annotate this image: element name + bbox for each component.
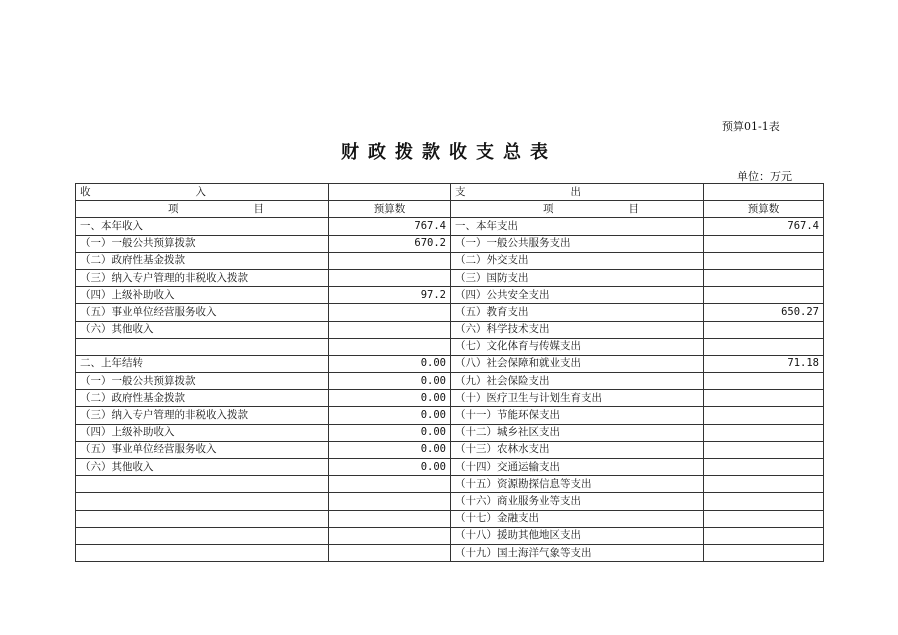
income-item-cell: （一）一般公共预算拨款 bbox=[76, 373, 329, 390]
table-row bbox=[76, 527, 824, 544]
form-number: 预算01-1表 bbox=[722, 120, 780, 133]
expense-item-cell: （十五）资源勘探信息等支出 bbox=[451, 476, 704, 493]
income-group-char-1: 收 bbox=[80, 185, 91, 198]
table-row bbox=[76, 355, 824, 372]
page-title: 财政拨款收支总表 bbox=[341, 142, 557, 163]
income-item-cell: （五）事业单位经营服务收入 bbox=[76, 441, 329, 458]
income-value-cell: 0.00 bbox=[329, 373, 451, 390]
income-value-cell: 0.00 bbox=[329, 407, 451, 424]
expense-value-cell bbox=[704, 321, 824, 338]
income-item-cell: （四）上级补助收入 bbox=[76, 424, 329, 441]
income-item-cell bbox=[76, 527, 329, 544]
income-item-cell bbox=[76, 544, 329, 561]
income-budget-header: 预算数 bbox=[329, 201, 451, 218]
income-item-cell: （一）一般公共预算拨款 bbox=[76, 235, 329, 252]
income-value-cell: 767.4 bbox=[329, 218, 451, 235]
expense-value-cell bbox=[704, 493, 824, 510]
income-group-blank bbox=[329, 184, 451, 201]
income-value-cell bbox=[329, 544, 451, 561]
table-row bbox=[76, 304, 824, 321]
income-value-cell bbox=[329, 321, 451, 338]
table-row bbox=[76, 287, 824, 304]
expense-item-cell: （八）社会保障和就业支出 bbox=[451, 355, 704, 372]
income-item-cell: 一、本年收入 bbox=[76, 218, 329, 235]
income-group-char-2: 入 bbox=[195, 185, 206, 198]
expense-item-cell: （十二）城乡社区支出 bbox=[451, 424, 704, 441]
table-row bbox=[76, 373, 824, 390]
expense-item-cell: （六）科学技术支出 bbox=[451, 321, 704, 338]
expense-value-cell bbox=[704, 269, 824, 286]
table-row bbox=[76, 493, 824, 510]
expense-value-cell bbox=[704, 407, 824, 424]
expense-item-cell: （二）外交支出 bbox=[451, 252, 704, 269]
income-value-cell bbox=[329, 493, 451, 510]
expense-item-cell: （十八）援助其他地区支出 bbox=[451, 527, 704, 544]
unit-label: 单位：万元 bbox=[737, 170, 792, 183]
expense-value-cell bbox=[704, 459, 824, 476]
income-value-cell bbox=[329, 252, 451, 269]
expense-item-header bbox=[451, 201, 704, 218]
income-item-cell: （五）事业单位经营服务收入 bbox=[76, 304, 329, 321]
expense-value-cell bbox=[704, 252, 824, 269]
expense-item-cell: （十九）国土海洋气象等支出 bbox=[451, 544, 704, 561]
income-value-cell: 670.2 bbox=[329, 235, 451, 252]
expense-value-cell bbox=[704, 373, 824, 390]
expense-item-cell: （一）一般公共服务支出 bbox=[451, 235, 704, 252]
table-row bbox=[76, 218, 824, 235]
expense-value-cell bbox=[704, 527, 824, 544]
table-row bbox=[76, 441, 824, 458]
expense-value-cell bbox=[704, 338, 824, 355]
income-value-cell bbox=[329, 304, 451, 321]
expense-value-cell bbox=[704, 544, 824, 561]
income-value-cell bbox=[329, 510, 451, 527]
table-row bbox=[76, 235, 824, 252]
income-item-cell bbox=[76, 476, 329, 493]
expense-group-blank bbox=[704, 184, 824, 201]
income-item-cell: （六）其他收入 bbox=[76, 321, 329, 338]
table-row bbox=[76, 338, 824, 355]
group-header-row bbox=[76, 184, 824, 201]
table-row bbox=[76, 510, 824, 527]
expense-value-cell: 650.27 bbox=[704, 304, 824, 321]
income-item-cell bbox=[76, 338, 329, 355]
table-row bbox=[76, 424, 824, 441]
expense-item-cell: （十七）金融支出 bbox=[451, 510, 704, 527]
expense-value-cell bbox=[704, 235, 824, 252]
expense-item-cell: （十六）商业服务业等支出 bbox=[451, 493, 704, 510]
table-row bbox=[76, 459, 824, 476]
expense-group-char-2: 出 bbox=[570, 185, 581, 198]
income-value-cell: 0.00 bbox=[329, 424, 451, 441]
income-item-cell: （四）上级补助收入 bbox=[76, 287, 329, 304]
table-row bbox=[76, 390, 824, 407]
expense-group-char-1: 支 bbox=[455, 185, 466, 198]
expense-item-cell: （十三）农林水支出 bbox=[451, 441, 704, 458]
expense-item-char-1: 项 bbox=[543, 202, 554, 215]
expense-budget-header: 预算数 bbox=[704, 201, 824, 218]
expense-value-cell bbox=[704, 390, 824, 407]
budget-table bbox=[75, 183, 824, 562]
expense-value-cell bbox=[704, 476, 824, 493]
expense-value-cell: 71.18 bbox=[704, 355, 824, 372]
expense-item-cell: （十一）节能环保支出 bbox=[451, 407, 704, 424]
income-value-cell: 0.00 bbox=[329, 459, 451, 476]
income-item-cell: 二、上年结转 bbox=[76, 355, 329, 372]
table-row bbox=[76, 407, 824, 424]
income-group-header bbox=[76, 184, 329, 201]
income-item-cell: （六）其他收入 bbox=[76, 459, 329, 476]
income-value-cell: 0.00 bbox=[329, 441, 451, 458]
expense-item-cell: （五）教育支出 bbox=[451, 304, 704, 321]
income-value-cell bbox=[329, 476, 451, 493]
income-value-cell bbox=[329, 527, 451, 544]
income-item-header bbox=[76, 201, 329, 218]
expense-value-cell bbox=[704, 510, 824, 527]
income-value-cell bbox=[329, 338, 451, 355]
expense-item-cell: （十四）交通运输支出 bbox=[451, 459, 704, 476]
expense-item-cell: 一、本年支出 bbox=[451, 218, 704, 235]
column-header-row bbox=[76, 201, 824, 218]
income-item-cell: （二）政府性基金拨款 bbox=[76, 252, 329, 269]
income-value-cell: 0.00 bbox=[329, 355, 451, 372]
income-value-cell: 97.2 bbox=[329, 287, 451, 304]
expense-value-cell bbox=[704, 424, 824, 441]
table-row bbox=[76, 252, 824, 269]
expense-group-header bbox=[451, 184, 704, 201]
income-item-cell bbox=[76, 493, 329, 510]
income-item-cell: （二）政府性基金拨款 bbox=[76, 390, 329, 407]
income-item-cell: （三）纳入专户管理的非税收入拨款 bbox=[76, 269, 329, 286]
table-row bbox=[76, 476, 824, 493]
expense-value-cell bbox=[704, 441, 824, 458]
expense-value-cell bbox=[704, 287, 824, 304]
expense-item-cell: （七）文化体育与传媒支出 bbox=[451, 338, 704, 355]
budget-table-body bbox=[76, 184, 824, 562]
expense-item-cell: （三）国防支出 bbox=[451, 269, 704, 286]
income-item-char-2: 目 bbox=[253, 202, 264, 215]
table-row bbox=[76, 269, 824, 286]
income-item-cell: （三）纳入专户管理的非税收入拨款 bbox=[76, 407, 329, 424]
expense-item-cell: （十）医疗卫生与计划生育支出 bbox=[451, 390, 704, 407]
income-value-cell bbox=[329, 269, 451, 286]
table-row bbox=[76, 321, 824, 338]
income-item-cell bbox=[76, 510, 329, 527]
expense-value-cell: 767.4 bbox=[704, 218, 824, 235]
expense-item-cell: （九）社会保险支出 bbox=[451, 373, 704, 390]
expense-item-cell: （四）公共安全支出 bbox=[451, 287, 704, 304]
table-row bbox=[76, 544, 824, 561]
expense-item-char-2: 目 bbox=[628, 202, 639, 215]
income-item-char-1: 项 bbox=[168, 202, 179, 215]
income-value-cell: 0.00 bbox=[329, 390, 451, 407]
